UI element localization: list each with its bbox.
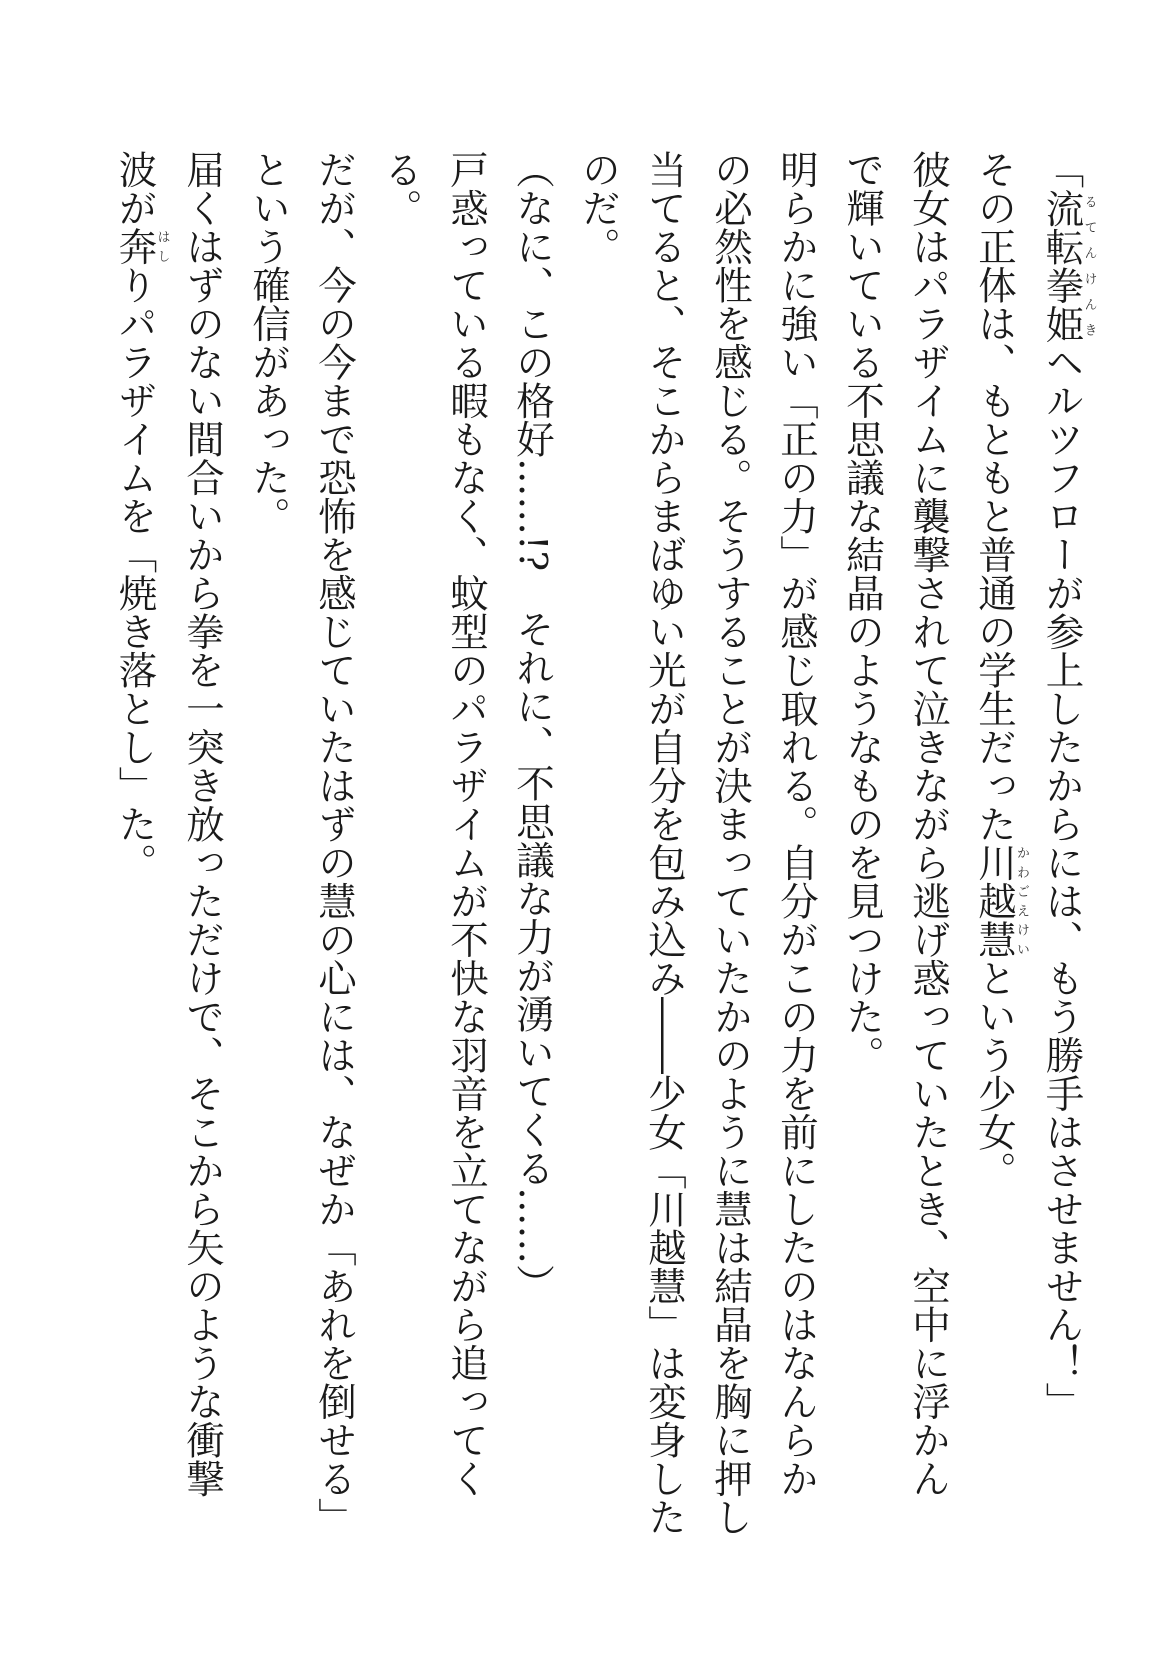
ruby-word — [972, 843, 1029, 959]
text-line — [169, 150, 235, 1530]
text-segment: という少女。 — [972, 958, 1017, 1190]
ruby-word — [1039, 188, 1097, 343]
text-line — [367, 150, 433, 1530]
text-segment: （なに、この格好……!? それに、不思議な力が湧いてくる……） — [510, 150, 555, 1303]
text-line — [697, 150, 763, 1536]
text-segment: という確信があった。 — [246, 150, 291, 535]
ruby-reading: はし — [154, 227, 170, 266]
text-segment: だが、今の今まで恐怖を感じていたはずの慧の心には、なぜか「あれを倒せる」 — [312, 150, 357, 1536]
text-line — [301, 150, 367, 1536]
text-segment: その正体は、もともと普通の学生だった — [972, 150, 1017, 843]
text-line — [433, 150, 499, 1530]
text-line — [235, 150, 301, 1530]
text-line — [499, 150, 565, 1530]
text-segment: 波が — [112, 150, 158, 227]
text-segment: で輝いている不思議な結晶のようなものを見つけた。 — [840, 150, 885, 1074]
text-segment: 当てると、そこからまばゆい光が自分を包み込み――少女「川越慧」は変身した — [642, 150, 687, 1536]
text-line — [829, 150, 895, 1530]
text-segment: 明らかに強い「正の力」が感じ取れる。自分がこの力を前にしたのはなんらか — [774, 150, 819, 1498]
ruby-base: 川越慧 — [972, 843, 1017, 959]
text-segment: る。 — [378, 150, 423, 227]
ruby-base: 奔 — [112, 227, 158, 266]
text-segment: 届くはずのない間合いから拳を一突き放っただけで、そこから矢のような衝撃 — [180, 150, 225, 1498]
ruby-reading: かわごえけい — [1014, 843, 1029, 959]
text-line — [1029, 150, 1097, 1530]
text-segment: りパラザイムを「焼き落とし」た。 — [112, 265, 158, 882]
text-segment: のだ。 — [576, 150, 621, 266]
text-line — [895, 150, 961, 1530]
text-segment: ヘルツフローが参上したからには、もう勝手はさせません！」 — [1039, 342, 1085, 1421]
text-line — [631, 150, 697, 1536]
text-line — [961, 150, 1029, 1530]
text-segment: の必然性を感じる。そうすることが決まっていたかのように慧は結晶を胸に押し — [708, 150, 753, 1536]
text-line — [763, 150, 829, 1530]
text-line — [102, 150, 170, 1530]
vertical-text-body — [102, 150, 1097, 1536]
text-segment: 戸惑っている暇もなく、蚊型のパラザイムが不快な羽音を立てながら追ってく — [444, 150, 489, 1498]
ruby-base: 流転拳姫 — [1039, 188, 1085, 343]
ruby-reading: るてんけんき — [1081, 188, 1097, 343]
text-segment: 「 — [1039, 150, 1085, 189]
text-segment: 彼女はパラザイムに襲撃されて泣きながら逃げ惑っていたとき、空中に浮かん — [906, 150, 951, 1498]
ruby-word — [112, 227, 170, 266]
text-line — [565, 150, 631, 1530]
